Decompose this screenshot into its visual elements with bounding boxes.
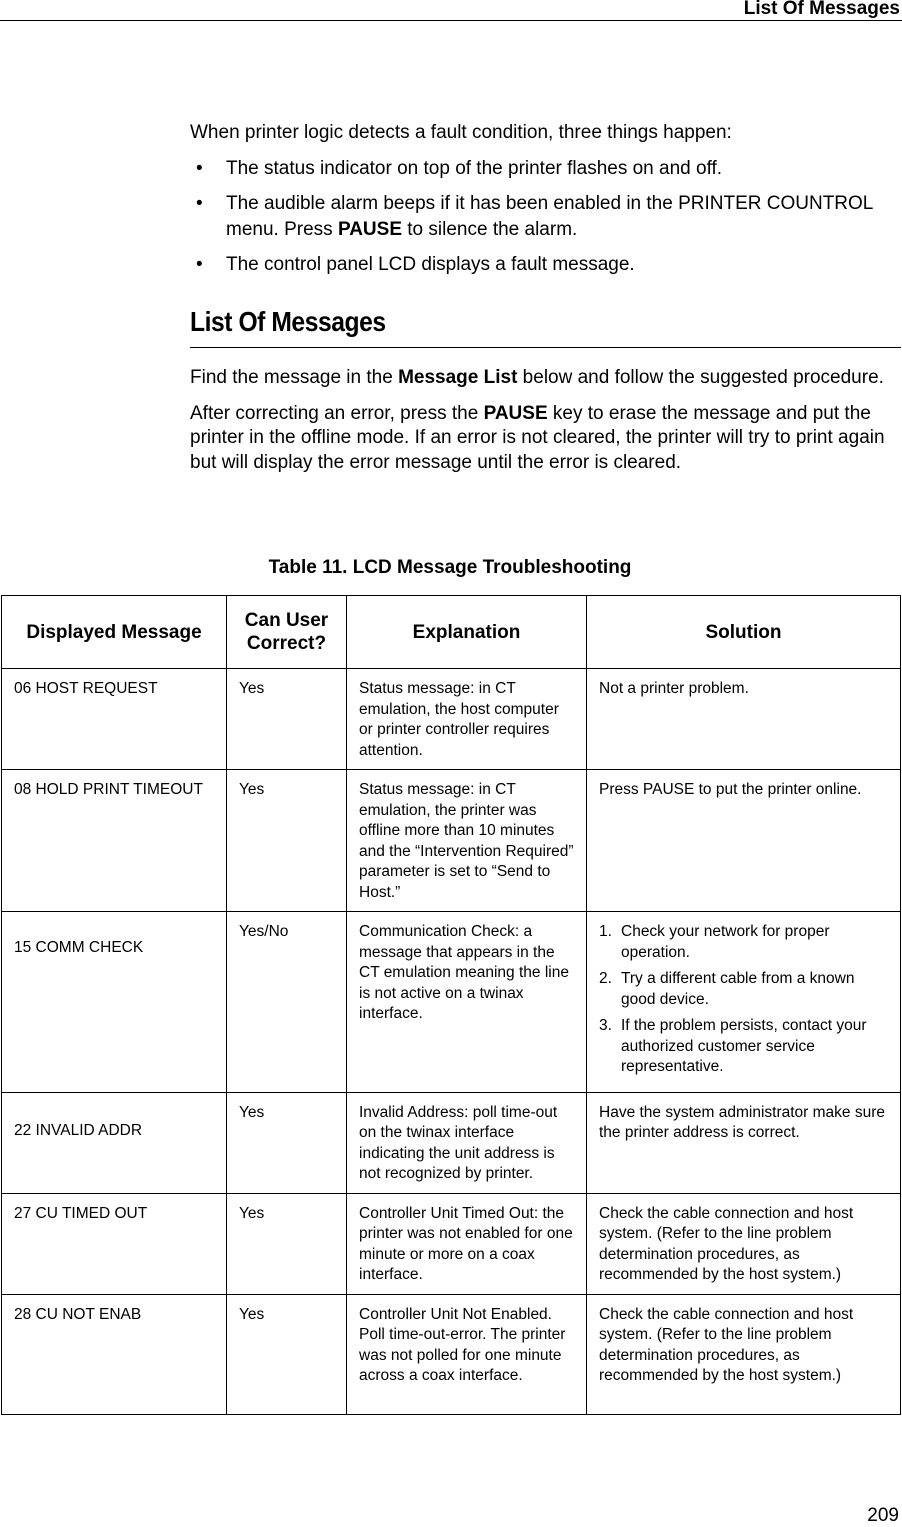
paragraph-text: Find the message in the (190, 367, 399, 388)
pause-key-label: PAUSE (337, 219, 402, 240)
fault-bullet-list (190, 156, 880, 278)
bullet-text: The status indicator on top of the printer flashes on and off. (226, 158, 723, 179)
solution-steps (599, 922, 890, 1078)
message-list-label: Message List (398, 367, 518, 388)
cell-solution: Press PAUSE to put the printer online. (587, 770, 901, 912)
bullet-icon: • (196, 158, 203, 179)
cell-explanation: Controller Unit Timed Out: the printer was not enabled for one minute or more on a coax interface. (347, 1193, 587, 1294)
lcd-message-table (1, 595, 901, 1415)
cell-explanation: Status message: in CT emulation, the host computer or printer controller requires attention. (347, 669, 587, 770)
cell-message: 28 CU NOT ENAB (2, 1294, 227, 1414)
table-row (2, 1193, 901, 1294)
cell-correct: Yes/No (227, 912, 347, 1093)
step-text: If the problem persists, contact your authorized customer service representative. (621, 1017, 867, 1075)
bullet-icon: • (196, 254, 203, 275)
cell-correct: Yes (227, 1092, 347, 1193)
table-row (2, 912, 901, 1093)
cell-solution: Have the system administrator make sure the printer address is correct. (587, 1092, 901, 1193)
cell-message (2, 1092, 227, 1193)
step-text: Try a different cable from a known good device. (621, 970, 855, 1008)
cell-message: 27 CU TIMED OUT (2, 1193, 227, 1294)
pause-key-label: PAUSE (483, 402, 548, 424)
cell-explanation: Communication Check: a message that appears in the CT emulation meaning the line is not active on a twinax interface. (347, 912, 587, 1093)
cell-explanation: Invalid Address: poll time-out on the twinax interface indicating the unit address is not recognized by printer. (347, 1092, 587, 1193)
cell-message: 06 HOST REQUEST (2, 669, 227, 770)
step-number: 2. (599, 970, 612, 987)
cell-explanation: Controller Unit Not Enabled. Poll time-out-error. The printer was not polled for one minute across a coax interface. (347, 1294, 587, 1414)
paragraph (190, 402, 900, 476)
list-item (599, 969, 890, 1010)
bullet-icon: • (196, 193, 203, 214)
cell-message-text: 15 COMM CHECK (14, 939, 144, 956)
table-row (2, 1294, 901, 1414)
column-header-message: Displayed Message (2, 596, 227, 669)
cell-solution (587, 912, 901, 1093)
bullet-text-part: The audible alarm beeps if it has been enabled in the PRINTER COUNTROL menu. Press (226, 193, 873, 240)
table-row (2, 669, 901, 770)
cell-message: 08 HOLD PRINT TIMEOUT (2, 770, 227, 912)
cell-message-text: 22 INVALID ADDR (14, 1121, 143, 1139)
paragraph-text: below and follow the suggested procedure. (517, 367, 884, 388)
section-title: List Of Messages (190, 306, 386, 337)
paragraph-text: After correcting an error, press the (190, 402, 484, 424)
cell-correct: Yes (227, 669, 347, 770)
cell-solution: Check the cable connection and host system. (Refer to the line problem determination procedures, as recommended by the host system.) (587, 1294, 901, 1414)
cell-correct: Yes (227, 1294, 347, 1414)
header-rule (0, 20, 902, 21)
cell-explanation: Status message: in CT emulation, the printer was offline more than 10 minutes and the “Intervention Required” parameter is set to “Send to Host.” (347, 770, 587, 912)
table-caption: Table 11. LCD Message Troubleshooting (268, 557, 632, 578)
paragraph (190, 366, 900, 391)
list-item (599, 922, 890, 963)
list-item (190, 191, 880, 243)
column-header-solution: Solution (587, 596, 901, 669)
list-item (190, 252, 880, 278)
intro-lead: When printer logic detects a fault condition, three things happen: (190, 122, 732, 143)
bullet-text-part: to silence the alarm. (402, 219, 578, 240)
table-row (2, 770, 901, 912)
cell-solution: Not a printer problem. (587, 669, 901, 770)
section-body (190, 366, 900, 486)
bullet-text: The control panel LCD displays a fault message. (226, 254, 635, 275)
intro (190, 120, 880, 287)
table-header-row (2, 596, 901, 669)
section-title-rule (190, 347, 901, 348)
cell-solution: Check the cable connection and host system. (Refer to the line problem determination procedures, as recommended by the host system.) (587, 1193, 901, 1294)
step-number: 1. (599, 923, 612, 940)
paragraph-text: key to erase the message and put the printer in the offline mode. If an error is not cleared, the printer will try to print again but will display the error message until the error is cleared. (190, 402, 885, 473)
column-header-correct: Can User Correct? (227, 596, 347, 669)
column-header-explanation: Explanation (347, 596, 587, 669)
step-number: 3. (599, 1017, 612, 1034)
step-text: Check your network for proper operation. (621, 923, 830, 961)
cell-message (2, 912, 227, 1093)
page-number: 209 (867, 1505, 899, 1526)
table-row (2, 1092, 901, 1193)
cell-correct: Yes (227, 1193, 347, 1294)
bullet-text (226, 193, 873, 240)
list-item (190, 156, 880, 182)
running-header: List Of Messages (743, 0, 900, 19)
cell-correct: Yes (227, 770, 347, 912)
list-item (599, 1016, 890, 1078)
